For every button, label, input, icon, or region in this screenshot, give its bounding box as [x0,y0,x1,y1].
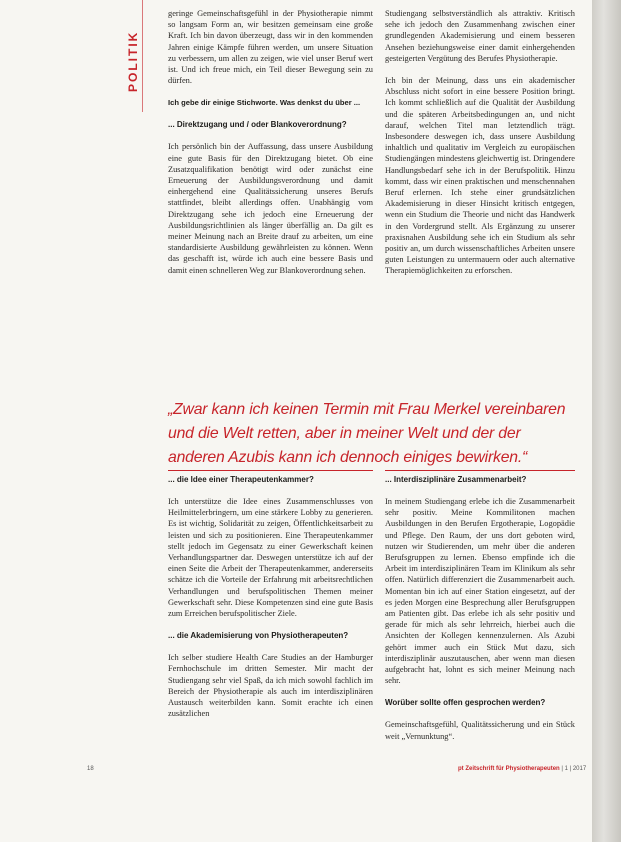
magazine-name: Zeitschrift für Physiotherapeuten [465,766,560,772]
magazine-footer [458,766,586,772]
answer-akademisierung: Ich selber studiere Health Care Studies an der Hamburger Fernhochschule im dritten Semester. Mir macht der Studiengang sehr viel Spaß, da ich mich sowohl fachlich im Bereich der Physiotherapie als auch im interdisziplinären Austausch weiterbilden kann. Somit erachte ich einen zusätzlichen [168,653,373,719]
answer-interdisziplinaer: In meinem Studiengang erlebe ich die Zusammenarbeit sehr positiv. Meine Kommilitonen machen Ausbildungen in den Berufen Ergotherapie, Logopädie und Pflege. Den Raum, der uns dort geboten wird, nutzen wir Studierenden, um mehr über die anderen Berufsgruppen zu lernen. Ebenso empfinde ich die Arbeit im interdisziplinären Team im Klinikum als sehr offen. Natürlich differenziert die Zusammenarbeit auch. Momentan bin ich auf einer Station eingesetzt, auf der es jeden Morgen eine Besprechung aller Berufsgruppen am Patienten gibt. Das erlebe ich als sehr positiv und gerade für mich als sehr lehrreich, hierbei auch die Ansichten der Kollegen kennenzulernen. Als Azubi gehört immer auch ein Stück Mut dazu, sich interdisziplinär auszutauschen, aber wenn man diesen aufgebracht hat, lohnt es sich meiner Meinung nach sehr. [385,497,575,686]
answer-paragraph: Ich bin der Meinung, dass uns ein akademischer Abschluss nicht sofort in eine bessere Position bringt. Ich kommt schließlich auf die Qualität der Ausbildung und die späteren Arbeitsbedingungen an, und nicht darauf, welchen Titel man letztendlich trägt. Insbesondere deswegen ich, dass unsere Ausbildung inhaltlich und qualitativ im Vergleich zu europäischen Studiengängen mindestens gleichwertig ist. Dringendere Handlungsbedarf sehe ich in der Berufspolitik. Hinzu kommt, dass wir einen praktischen und menschennahen Beruf erlernen. Ich stehe einer grundsätzlichen Akademisierung in dieser Hinsicht kritisch entgegen, wenn ein Studium die Theorie und nicht das Handwerk in den Vordergrund stellt. Als Ergänzung zu unserer praxisnahen Ausbildung sehe ich ein Studium als sehr positiv an, um durch wissenschaftliches Arbeiten unsere guten Leistungen zu untermauern oder auch alternative Therapiemöglichkeiten zu erforschen. [385,76,575,276]
question-direktzugang: ... Direktzugang und / oder Blankoverordnung? [168,120,347,130]
pull-quote: „Zwar kann ich keinen Termin mit Frau Merkel vereinbaren und die Welt retten, aber in meiner Welt und der der anderen Azubis kann ich dennoch einiges bewirken.“ [168,401,566,466]
page-edge-shadow [592,0,621,842]
answer-paragraph: Studiengang selbstverständlich als attraktiv. Kritisch sehe ich jedoch den Zusammenhang zwischen einer grundlegenden Akademisierung und einem besseren Ansehen beziehungsweise einer damit einhergehenden gesteigerten Vergütung des Berufes Physiotherapie. [385,9,575,63]
question-offen: Worüber sollte offen gesprochen werden? [385,698,546,708]
section-divider-left [168,470,373,471]
question-stichworte: Ich gebe dir einige Stichworte. Was denkst du über ... [168,98,361,108]
issue-label: | 1 | 2017 [561,766,587,772]
section-divider-right [385,470,575,471]
section-label: POLITIK [126,30,140,92]
question-akademisierung: ... die Akademisierung von Physiotherapeuten? [168,631,349,641]
left-column-top [168,8,373,287]
right-column-bottom [385,474,575,753]
question-therapeutenkammer: ... die Idee einer Therapeutenkammer? [168,475,314,484]
answer-paragraph: geringe Gemeinschaftsgefühl in der Physiotherapie nimmt so langsam Form an, wir besitzen gemeinsam eine große Kraft. Ich bin davon überzeugt, dass wir in den kommenden Jahren einige Kämpfe führen werden, um unsere Situation zu verbessern, um allen zu zeigen, wie viel unser Beruf wert ist. Und ich freue mich, ein Teil dieser Bewegung sein zu dürfen. [168,9,373,86]
answer-therapeutenkammer: Ich unterstütze die Idee eines Zusammenschlusses von Heilmittelerbringern, um eine stärkere Lobby zu generieren. Es ist wichtig, Solidarität zu zeigen, Öffentlichkeitsarbeit zu leisten und sich zu positionieren. Eine Therapeutenkammer stellt jedoch im Gegensatz zu einer Gewerkschaft keinen Verhandlungspartner dar. Deswegen unterstütze ich auf der einen Seite die Arbeit der Therapeutenkammer, andererseits schätze ich die Vorteile der Erfahrung mit arbeitsrechtlichen Verhandlungen und berufspolitischen Themen meiner Gewerkschaft sehr. Diese Kompetenzen sind eine gute Basis zum Erreichen berufspolitischer Ziele. [168,497,373,619]
magazine-logo: pt [458,766,464,772]
page-number: 18 [87,766,94,772]
answer-offen: Gemeinschaftsgefühl, Qualitätssicherung und ein Stück weit „Vernunktung“. [385,720,575,741]
section-tab [128,0,150,112]
section-rule [142,0,143,112]
right-column-top [385,8,575,288]
question-interdisziplinaer: ... Interdisziplinäre Zusammenarbeit? [385,475,527,484]
left-column-bottom [168,474,373,730]
answer-direktzugang: Ich persönlich bin der Auffassung, dass unsere Ausbildung eine gute Basis für den Direktzugang bietet. Ob eine Zusatzqualifikation benötigt wird oder zunächst eine Erneuerung der Ausbildungsverordnung und damit einhergehend eine Qualitätssicherung unseres Berufs stattfindet, bleibt allerdings offen. Unabhängig vom Direktzugang sehe ich jedoch eine Erneuerung der Ausbildungsrichtlinien als länger überfällig an. Da gilt es meiner Meinung nach an Breite drauf zu arbeiten, um eine standardisierte Ausbildung gewährleisten zu können. Wenn das geschafft ist, würde ich auch eine bessere Basis und damit einen schnelleren Weg zur Blankoverordnung sehen. [168,142,373,275]
